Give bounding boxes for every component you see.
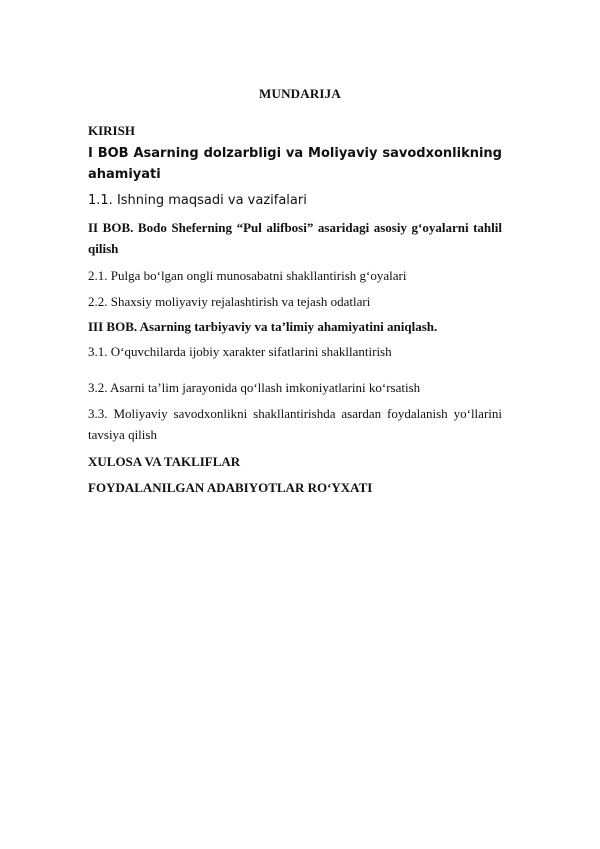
toc-entry-section-3-1: 3.1. O‘quvchilarda ijobiy xarakter sifatlarini shakllantirish — [88, 344, 392, 359]
toc-entry-chapter-1: I BOB Asarning dolzarbligi va Moliyaviy savodxonlikning ahamiyati — [88, 146, 502, 182]
page-title: MUNDARIJA — [259, 86, 341, 101]
toc-entry-section-1-1: 1.1. Ishning maqsadi va vazifalari — [88, 193, 307, 208]
toc-entry-conclusion: XULOSA VA TAKLIFLAR — [88, 454, 241, 469]
toc-entry-section-3-2: 3.2. Asarni ta’lim jarayonida qo‘llash imkoniyatlarini ko‘rsatish — [88, 380, 421, 395]
toc-entry-references: FOYDALANILGAN ADABIYOTLAR RO‘YXATI — [88, 480, 373, 495]
toc-entry-chapter-2: II BOB. Bodo Sheferning “Pul alifbosi” asaridagi asosiy g‘oyalarni tahlil qilish — [88, 220, 502, 256]
toc-entry-chapter-3: III BOB. Asarning tarbiyaviy va ta’limiy ahamiyatini aniqlash. — [88, 319, 438, 334]
toc-entry-section-2-1: 2.1. Pulga bo‘lgan ongli munosabatni shakllantirish g‘oyalari — [88, 268, 407, 283]
toc-entry-section-2-2: 2.2. Shaxsiy moliyaviy rejalashtirish va tejash odatlari — [88, 294, 371, 309]
toc-entry-introduction: KIRISH — [88, 123, 135, 138]
toc-entry-section-3-3: 3.3. Moliyaviy savodxonlikni shakllantirishda asardan foydalanish yo‘llarini tavsiya qilish — [88, 406, 502, 442]
